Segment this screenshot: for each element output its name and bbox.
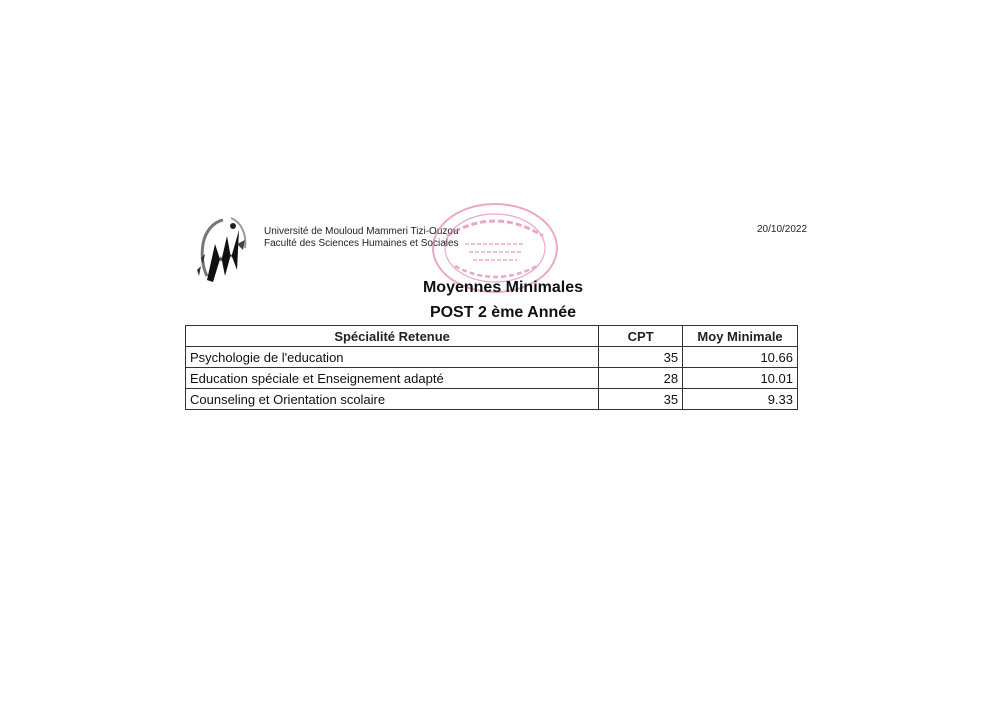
university-name: Université de Mouloud Mammeri Tizi-Ouzou: [264, 226, 459, 237]
document-date: 20/10/2022: [757, 224, 808, 235]
document-title: Moyennes Minimales: [422, 279, 584, 296]
university-logo-icon: [193, 214, 253, 286]
table-row: [186, 347, 798, 368]
cpt-cell: 35: [599, 347, 683, 368]
document-subtitle: POST 2 ème Année: [429, 304, 577, 321]
specialty-cell: Counseling et Orientation scolaire: [186, 389, 599, 410]
column-header-specialty: Spécialité Retenue: [186, 326, 599, 347]
minimum-averages-table: [185, 325, 798, 410]
cpt-cell: 35: [599, 389, 683, 410]
cpt-cell: 28: [599, 368, 683, 389]
column-header-min-average: Moy Minimale: [683, 326, 798, 347]
min-average-cell: 10.01: [683, 368, 798, 389]
faculty-name: Faculté des Sciences Humaines et Sociales: [264, 238, 459, 249]
specialty-cell: Psychologie de l'education: [186, 347, 599, 368]
specialty-cell: Education spéciale et Enseignement adapté: [186, 368, 599, 389]
table-row: [186, 389, 798, 410]
column-header-cpt: CPT: [599, 326, 683, 347]
min-average-cell: 10.66: [683, 347, 798, 368]
table-row: [186, 368, 798, 389]
min-average-cell: 9.33: [683, 389, 798, 410]
table-header-row: [186, 326, 798, 347]
